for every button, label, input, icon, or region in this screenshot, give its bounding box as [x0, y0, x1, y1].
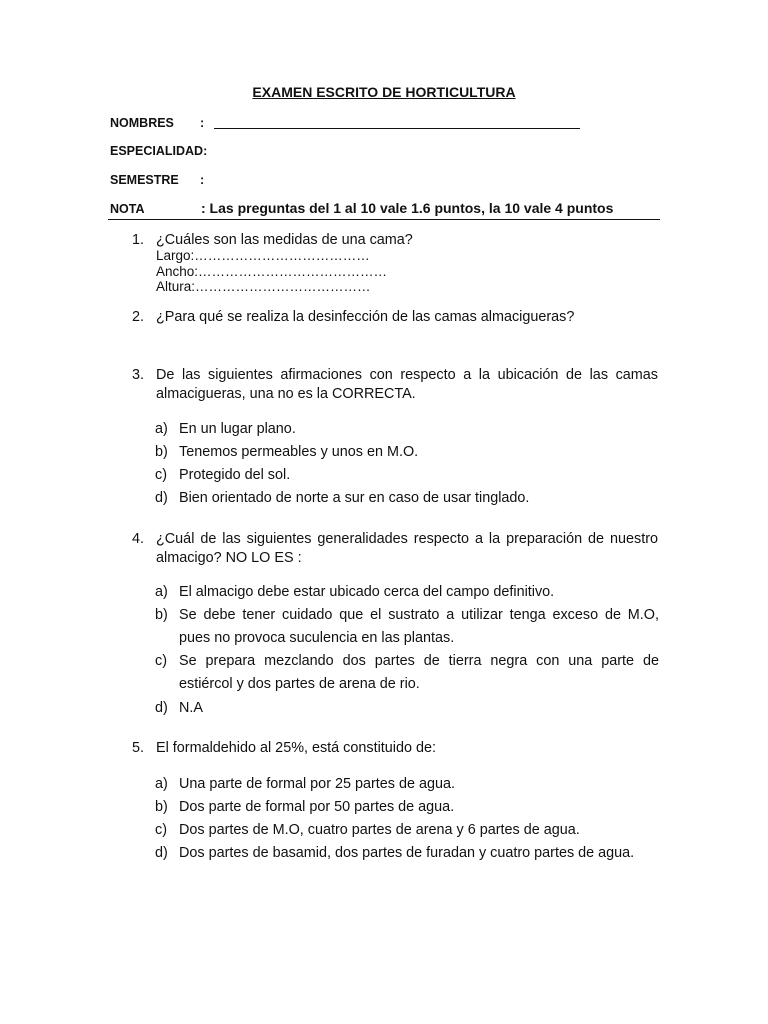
- option-text: Tenemos permeables y unos en M.O.: [179, 444, 419, 460]
- question-4-number: 4.: [132, 531, 145, 547]
- option-text: Dos partes de basamid, dos partes de furadan y cuatro partes de agua.: [179, 845, 635, 861]
- semestre-label: SEMESTRE: [110, 173, 179, 187]
- option-letter: a): [155, 421, 168, 437]
- option-letter: b): [155, 444, 168, 460]
- option-text: Bien orientado de norte a sur en caso de usar tinglado.: [179, 490, 530, 506]
- question-5-text: El formaldehido al 25%, está constituido de:: [156, 740, 436, 756]
- question-2-text: ¿Para qué se realiza la desinfección de las camas almacigueras?: [156, 309, 575, 325]
- nombres-label: NOMBRES: [110, 116, 174, 130]
- option-text: Protegido del sol.: [179, 467, 291, 483]
- option-letter: c): [155, 822, 167, 838]
- question-4-text: ¿Cuál de las siguientes generalidades respecto a la preparación de nuestro almacigo? NO LO ES :: [156, 531, 658, 566]
- question-2-number: 2.: [132, 309, 145, 325]
- option-letter: d): [155, 490, 168, 506]
- header-divider: [108, 219, 660, 220]
- nombres-colon: :: [200, 116, 205, 130]
- altura-field[interactable]: Altura:…………………………………: [156, 279, 371, 294]
- semestre-row: [110, 173, 205, 187]
- option-letter: c): [155, 467, 167, 483]
- option-text: El almacigo debe estar ubicado cerca del campo definitivo.: [179, 584, 555, 600]
- option-text: Una parte de formal por 25 partes de agua.: [179, 776, 455, 792]
- nota-row: [110, 200, 614, 216]
- page-title: EXAMEN ESCRITO DE HORTICULTURA: [252, 84, 516, 100]
- especialidad-row: [110, 144, 207, 158]
- option-letter: a): [155, 776, 168, 792]
- option-letter: c): [155, 653, 167, 669]
- nota-text: : Las preguntas del 1 al 10 vale 1.6 puntos, la 10 vale 4 puntos: [201, 200, 614, 216]
- option-letter: d): [155, 845, 168, 861]
- question-1-number: 1.: [132, 232, 145, 248]
- especialidad-label: ESPECIALIDAD:: [110, 144, 208, 158]
- option-letter: b): [155, 607, 168, 623]
- option-letter: d): [155, 700, 168, 716]
- question-3-number: 3.: [132, 367, 145, 383]
- nota-label: NOTA: [110, 202, 145, 216]
- question-3-text: De las siguientes afirmaciones con respecto a la ubicación de las camas almacigueras, una no es la CORRECTA.: [156, 367, 658, 402]
- bed-measurements: [156, 248, 387, 295]
- option-letter: a): [155, 584, 168, 600]
- largo-field[interactable]: Largo:…………………………………: [156, 248, 370, 263]
- option-text: Se prepara mezclando dos partes de tierra negra con una parte de estiércol y dos partes de arena de rio.: [179, 653, 659, 692]
- option-text: Se debe tener cuidado que el sustrato a utilizar tenga exceso de M.O, pues no provoca suculencia en las plantas.: [179, 607, 659, 646]
- option-text: Dos partes de M.O, cuatro partes de arena y 6 partes de agua.: [179, 822, 580, 838]
- option-letter: b): [155, 799, 168, 815]
- option-text: N.A: [179, 700, 203, 716]
- semestre-colon: :: [200, 173, 205, 187]
- question-1-text: ¿Cuáles son las medidas de una cama?: [156, 232, 413, 248]
- ancho-field[interactable]: Ancho:……………………………………: [156, 263, 388, 279]
- option-text: Dos parte de formal por 50 partes de agua.: [179, 799, 455, 815]
- nombres-row: [110, 116, 205, 130]
- nombres-blank-line[interactable]: [214, 128, 580, 129]
- question-5-number: 5.: [132, 740, 145, 756]
- option-text: En un lugar plano.: [179, 421, 296, 437]
